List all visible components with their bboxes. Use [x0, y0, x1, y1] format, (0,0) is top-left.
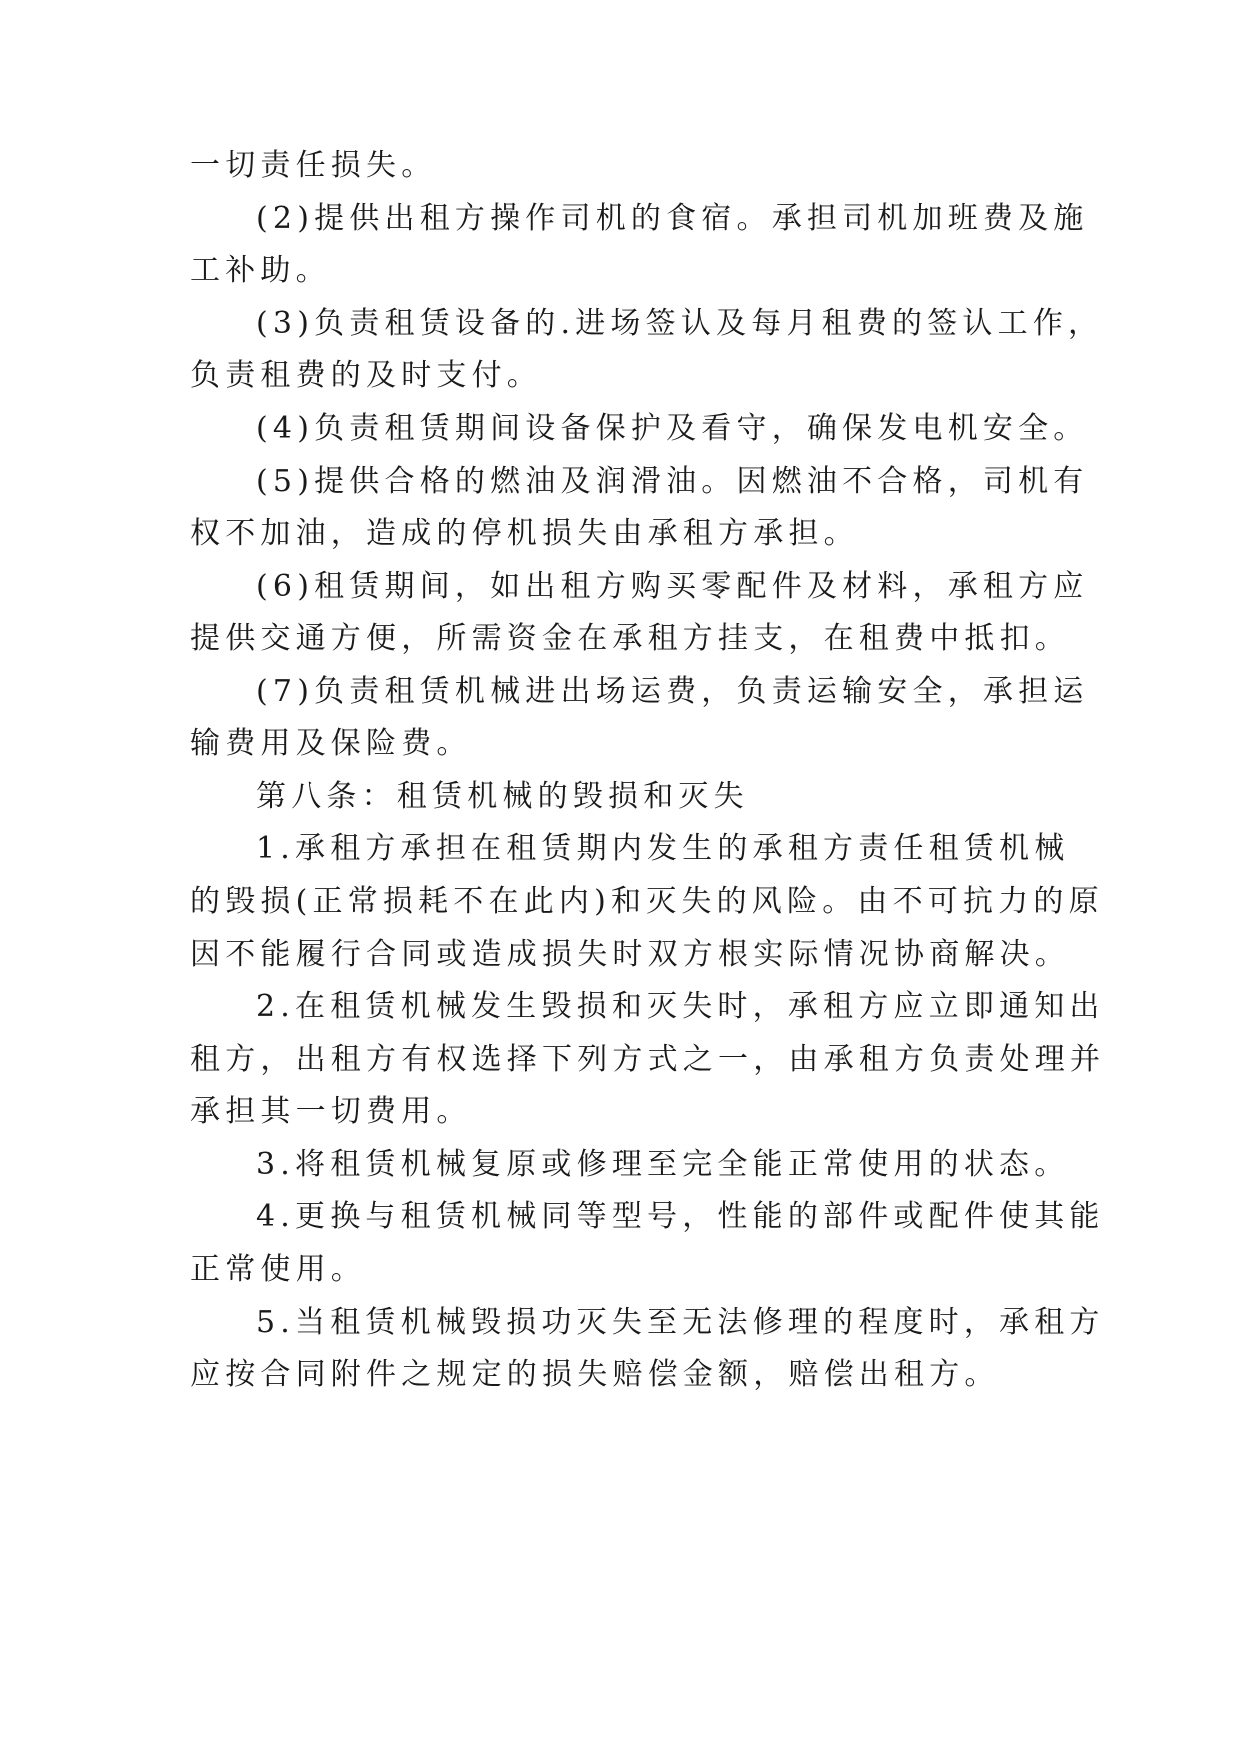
- text-line: 4.更换与租赁机械同等型号，性能的部件或配件使其能: [256, 1199, 1105, 1234]
- text-line: 正常使用。: [190, 1252, 366, 1287]
- text-line: 提供交通方便，所需资金在承租方挂支，在租费中抵扣。: [190, 621, 1070, 656]
- text-line: (6)租赁期间，如出租方购买零配件及材料，承租方应: [256, 569, 1089, 604]
- text-line: 1.承租方承担在租赁期内发生的承租方责任租赁机械: [256, 831, 1070, 866]
- text-line: 2.在租赁机械发生毁损和灭失时，承租方应立即通知出: [256, 989, 1105, 1024]
- text-line: 5.当租赁机械毁损功灭失至无法修理的程度时，承租方: [256, 1305, 1105, 1340]
- text-line: 负责租费的及时支付。: [190, 358, 542, 393]
- text-line: (4)负责租赁期间设备保护及看守，确保发电机安全。: [256, 411, 1089, 446]
- text-line: 的毁损(正常损耗不在此内)和灭失的风险。由不可抗力的原: [190, 884, 1104, 919]
- text-line: 输费用及保险费。: [190, 726, 472, 761]
- text-line: (7)负责租赁机械进出场运费，负责运输安全，承担运: [256, 674, 1089, 709]
- text-line: (2)提供出租方操作司机的食宿。承担司机加班费及施: [256, 201, 1089, 236]
- text-line: 工补助。: [190, 253, 331, 288]
- text-line: 3.将租赁机械复原或修理至完全能正常使用的状态。: [256, 1147, 1070, 1182]
- text-line: 承担其一切费用。: [190, 1094, 472, 1129]
- text-line: 应按合同附件之规定的损失赔偿金额，赔偿出租方。: [190, 1357, 1000, 1392]
- text-line: (5)提供合格的燃油及润滑油。因燃油不合格，司机有: [256, 464, 1089, 499]
- section-heading: 第八条：租赁机械的毁损和灭失: [256, 779, 749, 814]
- text-line: (3)负责租赁设备的.进场签认及每月租费的签认工作，: [256, 306, 1104, 341]
- text-line: 因不能履行合同或造成损失时双方根实际情况协商解决。: [190, 937, 1070, 972]
- text-line: 租方，出租方有权选择下列方式之一，由承租方负责处理并: [190, 1042, 1106, 1077]
- text-line: 一切责任损失。: [190, 148, 437, 183]
- text-line: 权不加油，造成的停机损失由承租方承担。: [190, 516, 859, 551]
